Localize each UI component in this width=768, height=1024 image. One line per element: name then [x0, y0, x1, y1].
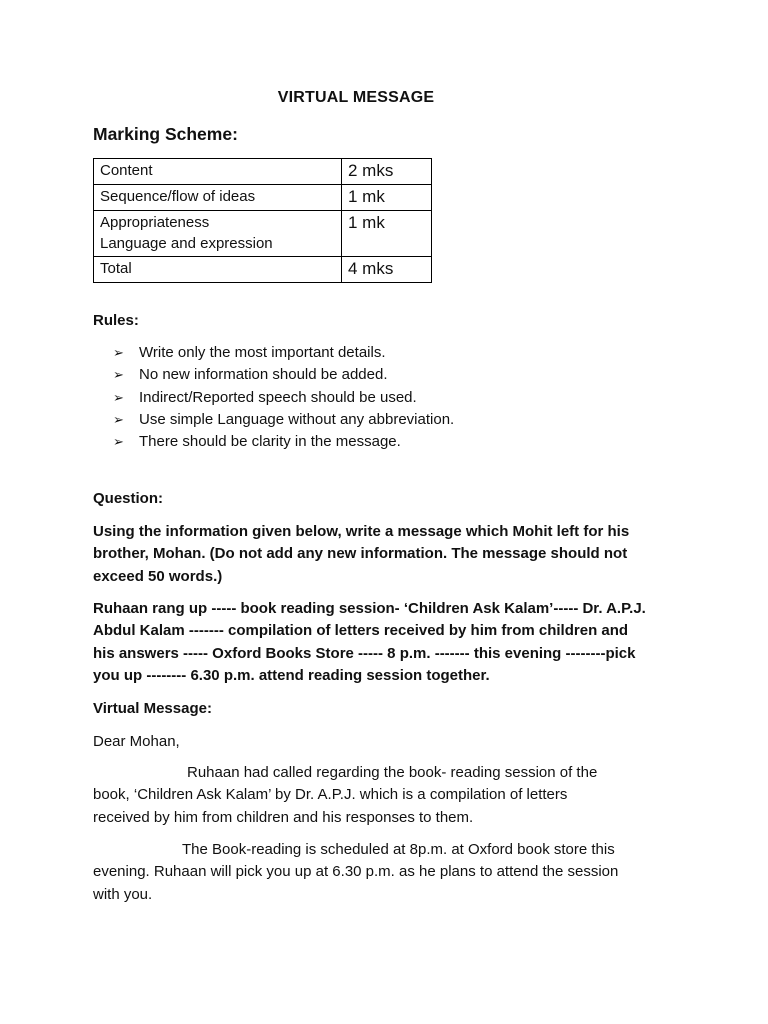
criteria-cell: Content — [94, 159, 342, 185]
marks-cell: 1 mk — [342, 185, 432, 211]
marks-cell: 2 mks — [342, 159, 432, 185]
criteria-cell: Appropriateness Language and expression — [94, 211, 342, 257]
criteria-cell: Total — [94, 257, 342, 283]
marks-cell: 1 mk — [342, 211, 432, 257]
virtual-message-heading: Virtual Message: — [93, 700, 212, 717]
marking-scheme-table — [93, 158, 432, 283]
criteria-cell: Sequence/flow of ideas — [94, 185, 342, 211]
arrow-bullet-icon: ➢ — [113, 434, 124, 450]
arrow-bullet-icon: ➢ — [113, 367, 124, 383]
marks-cell: 4 mks — [342, 257, 432, 283]
table-row — [94, 257, 432, 283]
question-heading: Question: — [93, 490, 163, 507]
message-paragraph-2: The Book-reading is scheduled at 8p.m. at Oxford book store this evening. Ruhaan will pick you up at 6.30 p.m. as he plans to attend the session with you. — [93, 841, 619, 903]
table-row — [94, 211, 432, 257]
rules-list — [113, 342, 454, 453]
question-notes: Ruhaan rang up ----- book reading session- ‘Children Ask Kalam’----- Dr. A.P.J. Abdul Kalam ------- compilation of letters received by him from children and his answers ----- Oxford Books Store ----- 8 p.m. ------- this evening --------pick you up -------- 6.30 p.m. attend reading session together. — [93, 600, 646, 684]
arrow-bullet-icon: ➢ — [113, 411, 124, 427]
list-item: ➢ Use simple Language without any abbreviation. — [113, 409, 454, 431]
page-title: VIRTUAL MESSAGE — [277, 89, 435, 106]
question-text: Using the information given below, write a message which Mohit left for his brother, Mohan. (Do not add any new information. The message should not exceed 50 words.) — [93, 523, 630, 585]
salutation: Dear Mohan, — [93, 733, 180, 750]
list-item: ➢ Indirect/Reported speech should be used. — [113, 387, 454, 409]
arrow-bullet-icon: ➢ — [113, 345, 124, 360]
marking-scheme-heading: Marking Scheme: — [93, 124, 238, 144]
list-item: ➢ Write only the most important details. — [113, 342, 454, 364]
list-item: ➢ No new information should be added. — [113, 364, 454, 386]
list-item: ➢ There should be clarity in the message. — [113, 431, 454, 453]
table-row — [94, 159, 432, 185]
message-paragraph-1: Ruhaan had called regarding the book- reading session of the book, ‘Children Ask Kalam’ by Dr. A.P.J. which is a compilation of letters received by him from children and his responses to them. — [93, 764, 598, 826]
table-row — [94, 185, 432, 211]
arrow-bullet-icon: ➢ — [113, 389, 124, 405]
rules-heading: Rules: — [93, 312, 139, 329]
